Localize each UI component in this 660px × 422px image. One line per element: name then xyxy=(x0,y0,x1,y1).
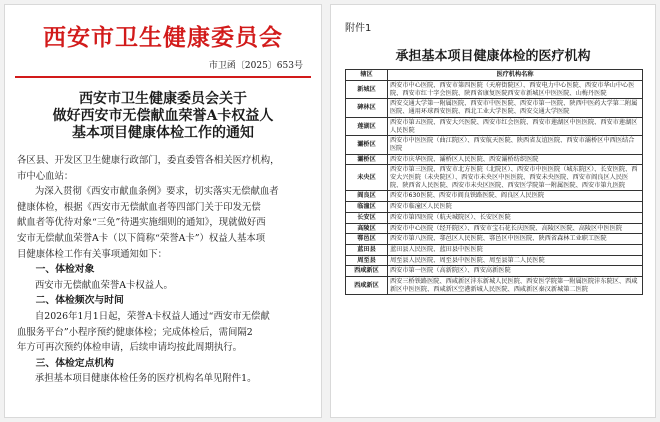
district-cell: 碑林区 xyxy=(346,99,388,117)
institutions-cell: 西安市第八医院、鄠邑区人民医院、鄠邑区中医医院、陕西省森林工业职工医院 xyxy=(388,234,643,245)
body-paragraph-line: 各区县、开发区卫生健康行政部门，委直委管各相关医疗机构， xyxy=(17,155,280,166)
body-paragraph-line: 血服务平台”小程序预约健康体检；完成体检后，需间隔2 xyxy=(17,326,253,338)
district-cell: 蓝田县 xyxy=(346,244,388,255)
institutions-cell: 西安市630医院、西安市阎良铁路医院、阎良区人民医院 xyxy=(388,191,643,202)
district-cell: 临潼区 xyxy=(346,202,388,213)
body-paragraph-line: 自2026年1月1日起，荣誉A卡权益人通过“西安市无偿献 xyxy=(34,310,270,322)
institutions-cell: 西安市临潼区人民医院 xyxy=(388,202,643,213)
institutions-cell: 西安市第三医院、西安市北方医院（北院区）、西安市中医医院（城东院区）、长安医院、西安大兴医院（未央院区）、西安市未央区中医医院、西安未央医院、西安市阎良区人民医院、陕西省人民医院、西安市未央区医院、西安医学院第一附属医院、西安市第九医院 xyxy=(388,165,643,191)
letterhead-title: 西安市卫生健康委员会 xyxy=(43,24,283,51)
district-cell: 高陵区 xyxy=(346,223,388,234)
column-header-institution: 医疗机构名称 xyxy=(388,70,643,81)
body-paragraph-line: 安市无偿献血荣誉A卡（以下简称“荣誉A卡”）权益人基本项 xyxy=(17,232,266,244)
institutions-cell: 西安市第五医院、西安大兴医院、西安市红会医院、西安市莲湖区中医医院、西安市莲湖区人民医院 xyxy=(388,117,643,135)
institutions-cell: 西安交通大学第一附属医院、西安市中医医院、西安市第一医院、陕西中医药大学第二附属医院、通用环球西安医院、西北工业大学医院、西安交通大学医院 xyxy=(388,99,643,117)
body-paragraph-line: 健康体检，根据《西安市无偿献血者等四部门关于印发无偿 xyxy=(17,201,261,213)
body-paragraph-line: 为深入贯彻《西安市献血条例》要求，切实落实无偿献血者 xyxy=(34,186,279,198)
table-row xyxy=(346,81,643,99)
table-row xyxy=(346,223,643,234)
institutions-cell: 西安市第一医院（高新院区）、西安高新医院 xyxy=(388,266,643,277)
district-cell: 西咸新区 xyxy=(346,277,388,295)
title-line: 西安市卫生健康委员会关于 xyxy=(79,91,247,107)
attachment-page xyxy=(330,4,656,418)
letterhead-divider xyxy=(15,76,311,78)
document-number: 市卫函〔2025〕653号 xyxy=(208,61,303,71)
district-cell: 周至县 xyxy=(346,255,388,266)
table-row xyxy=(346,234,643,245)
table-row xyxy=(346,165,643,191)
table-row xyxy=(346,136,643,154)
institutions-cell: 西安市第四医院（航天城院区）、长安区医院 xyxy=(388,212,643,223)
notice-body xyxy=(17,153,309,387)
notice-page xyxy=(4,4,322,418)
body-paragraph-line: 年方可再次预约体检申请，后续申请均按此周期执行。 xyxy=(17,342,243,354)
table-row xyxy=(346,266,643,277)
table-row xyxy=(346,244,643,255)
body-paragraph-line: 承担基本项目健康体检任务的医疗机构名单见附件1。 xyxy=(34,373,257,385)
institutions-cell: 西安市中医医院（曲江院区）、西安航天医院、陕西省友谊医院、西安市灞桥区中西医结合医院 xyxy=(388,136,643,154)
district-cell: 新城区 xyxy=(346,81,388,99)
title-line: 基本项目健康体检工作的通知 xyxy=(72,125,254,141)
table-row xyxy=(346,212,643,223)
table-row xyxy=(346,255,643,266)
body-paragraph-line: 献血者等优待对象“三免”待遇实施细则的通知》，现就做好西 xyxy=(17,217,266,229)
district-cell: 鄠邑区 xyxy=(346,234,388,245)
table-header-row xyxy=(346,70,643,81)
table-row xyxy=(346,154,643,165)
body-paragraph-line: 目健康体检工作有关事项通知如下： xyxy=(17,248,168,260)
table-row xyxy=(346,99,643,117)
institutions-cell: 西安市中心医院、西安市第四医院（天府街院区）、西安电力中心医院、西安市华山中心医院、西安市红十字会医院、陕西省康复医院西安市新城区中医医院、山梅丹医院 xyxy=(388,81,643,99)
body-paragraph-line: 西安市无偿献血荣誉A卡权益人。 xyxy=(34,279,173,291)
district-cell: 西咸新区 xyxy=(346,266,388,277)
district-cell: 灞桥区 xyxy=(346,136,388,154)
district-cell: 未央区 xyxy=(346,165,388,191)
attachment-title: 承担基本项目健康体检的医疗机构 xyxy=(395,49,591,64)
body-paragraph-line: 市中心血站： xyxy=(17,170,74,182)
institutions-cell: 西安三桥铁路医院、西咸新区沣东新城人民医院、西安医学院第一附属医院沣东院区、西咸新区中医医院、西咸新区空港新城人民医院、西咸新区秦汉新城第二医院 xyxy=(388,277,643,295)
table-row xyxy=(346,117,643,135)
institutions-cell: 周至县人民医院、周至县中医医院、周至县第二人民医院 xyxy=(388,255,643,266)
institutions-cell: 蓝田县人民医院、蓝田县中医医院 xyxy=(388,244,643,255)
table-row xyxy=(346,277,643,295)
section-heading: 一、体检对象 xyxy=(35,264,95,276)
table-body xyxy=(346,81,643,295)
institutions-cell: 西安市中心医院（经开院区）、西安市宝石花长庆医院、高陵区医院、高陵区中医医院 xyxy=(388,223,643,234)
section-heading: 二、体检频次与时间 xyxy=(35,295,124,307)
column-header-district: 辖区 xyxy=(346,70,388,81)
table-row xyxy=(346,202,643,213)
institutions-cell: 西安市庆华医院、灞桥区人民医院、西安灞桥纺织医院 xyxy=(388,154,643,165)
district-cell: 长安区 xyxy=(346,212,388,223)
section-heading: 三、体检定点机构 xyxy=(35,357,114,369)
district-cell: 灞桥区 xyxy=(346,154,388,165)
table-row xyxy=(346,191,643,202)
district-cell: 阎良区 xyxy=(346,191,388,202)
institution-table xyxy=(345,69,643,295)
notice-title xyxy=(5,91,321,142)
title-line: 做好西安市无偿献血荣誉A卡权益人 xyxy=(52,108,274,124)
district-cell: 莲湖区 xyxy=(346,117,388,135)
attachment-label: 附件1 xyxy=(345,23,372,34)
